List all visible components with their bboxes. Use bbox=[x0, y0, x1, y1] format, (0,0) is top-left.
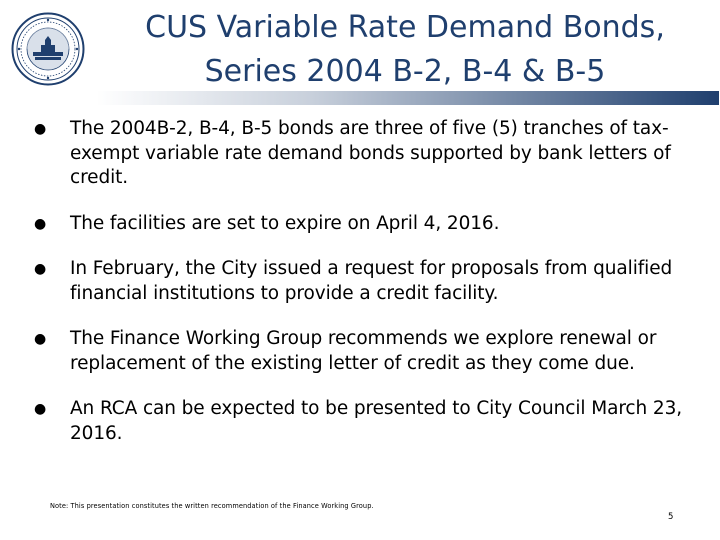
city-seal-icon bbox=[11, 12, 85, 86]
bullet-text: The Finance Working Group recommends we explore renewal or replacement of the existing letter of credit as they come due. bbox=[70, 328, 657, 374]
list-item bbox=[30, 257, 710, 306]
bullet-icon: ● bbox=[33, 331, 47, 347]
list-item bbox=[30, 117, 710, 191]
list-item bbox=[30, 327, 710, 376]
bullet-text: In February, the City issued a request for proposals from qualified financial institutions to provide a credit facility. bbox=[70, 258, 673, 304]
bullet-icon: ● bbox=[33, 215, 47, 232]
bullet-text: An RCA can be expected to be presented to City Council March 23, 2016. bbox=[70, 398, 683, 444]
bullet-list bbox=[30, 117, 710, 467]
slide-title-line-2: Series 2004 B-2, B-4 & B-5 bbox=[204, 54, 606, 89]
bullet-icon: ● bbox=[33, 261, 47, 277]
page-number: 5 bbox=[668, 512, 674, 522]
list-item bbox=[30, 397, 710, 446]
footnote: Note: This presentation constitutes the written recommendation of the Finance Working Group. bbox=[50, 502, 374, 510]
slide-title bbox=[105, 6, 705, 94]
title-divider bbox=[96, 91, 719, 105]
slide-title-line-1: CUS Variable Rate Demand Bonds, bbox=[145, 10, 665, 45]
list-item bbox=[30, 212, 710, 237]
bullet-text: The 2004B-2, B-4, B-5 bonds are three of five (5) tranches of tax-exempt variable rate demand bonds supported by bank letters of credit. bbox=[70, 118, 671, 188]
bullet-text: The facilities are set to expire on April 4, 2016. bbox=[70, 212, 500, 234]
bullet-icon: ● bbox=[33, 401, 47, 417]
bullet-icon: ● bbox=[33, 121, 47, 137]
